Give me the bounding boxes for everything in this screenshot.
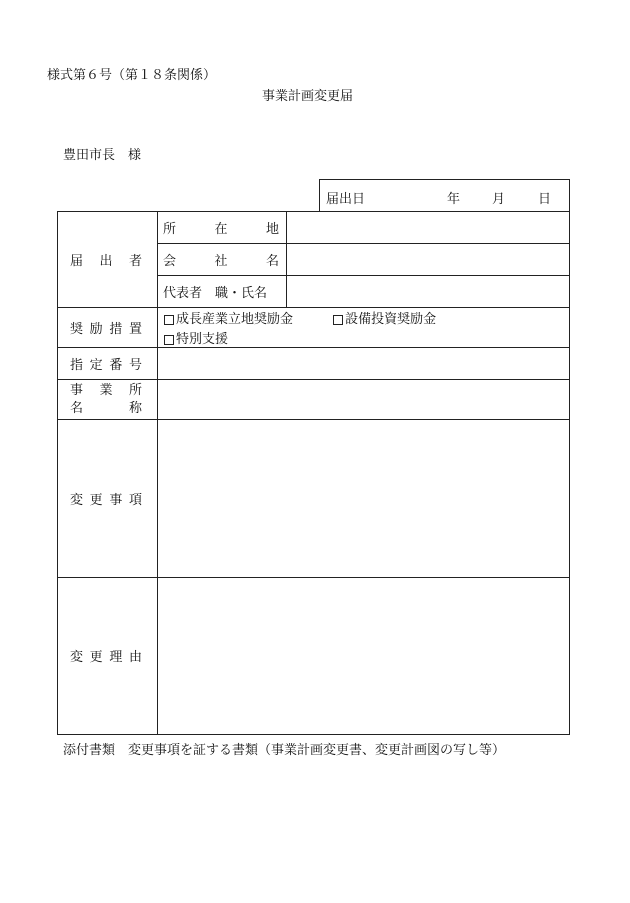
applicant-label: 届 出 者 (70, 253, 142, 269)
representative-field[interactable] (288, 276, 568, 307)
checkbox-icon (333, 315, 343, 325)
address-field[interactable] (288, 212, 568, 243)
designation-number-label: 指 定 番 号 (70, 357, 142, 373)
change-items-field[interactable] (159, 420, 568, 577)
company-name-field[interactable] (288, 244, 568, 275)
form-number: 様式第６号（第１８条関係） (47, 68, 217, 83)
incentive-label: 奨 励 措 置 (70, 321, 142, 337)
addressee: 豊田市長 様 (63, 148, 142, 163)
change-reason-field[interactable] (159, 578, 568, 734)
option-special-support[interactable]: 特別支援 (164, 331, 228, 349)
change-reason-label: 変 更 理 由 (70, 650, 142, 665)
checkbox-icon (164, 335, 174, 345)
representative-label: 代表者 職・氏名 (163, 285, 268, 301)
date-month-label: 月 (492, 192, 506, 207)
page-title: 事業計画変更届 (262, 89, 354, 104)
submission-date-label: 届出日 (326, 192, 366, 207)
option-growth-industry[interactable]: 成長産業立地奨励金 (164, 311, 293, 329)
checkbox-icon (164, 315, 174, 325)
date-year-label: 年 (447, 192, 461, 207)
change-items-label: 変 更 事 項 (70, 492, 142, 508)
incentive-options (164, 311, 436, 351)
office-name-field[interactable] (159, 380, 568, 419)
attachment-note: 添付書類 変更事項を証する書類（事業計画変更書、変更計画図の写し等） (63, 743, 506, 758)
address-label: 所 在 地 (163, 221, 279, 237)
option-equipment-investment[interactable]: 設備投資奨励金 (333, 311, 436, 329)
date-day-label: 日 (538, 192, 552, 207)
company-name-label: 会 社 名 (163, 253, 279, 269)
designation-number-field[interactable] (159, 348, 568, 379)
office-name-label: 事 業 所 名 称 (70, 383, 142, 416)
